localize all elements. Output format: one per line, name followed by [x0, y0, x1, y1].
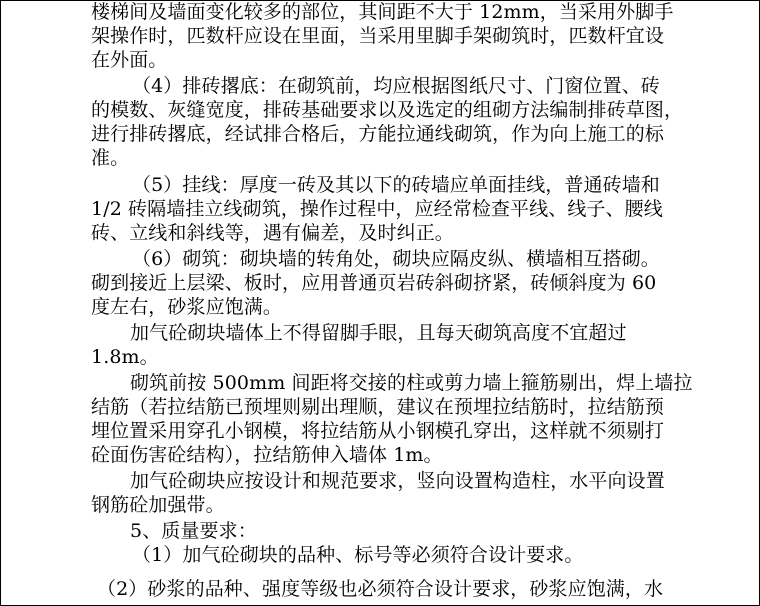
text-line: （1）加气砼砌块的品种、标号等必须符合设计要求。 — [132, 544, 584, 566]
text-line: 埋位置采用穿孔小钢模，将拉结筋从小钢模孔穿出，这样就不须剔打 — [91, 420, 665, 442]
text-line: 砼面伤害砼结构），拉结筋伸入墙体 1m。 — [91, 444, 443, 466]
text-line: 的模数、灰缝宽度，排砖基础要求以及选定的组砌方法编制排砖草图， — [91, 99, 684, 121]
text-line: 砌筑前按 500mm 间距将交接的柱或剪力墙上箍筋剔出，焊上墙拉 — [130, 372, 693, 394]
text-line: 架操作时，匹数杆应设在里面，当采用里脚手架砌筑时，匹数杆宜设 — [91, 25, 665, 47]
text-line: 进行排砖撂底，经试排合格后，方能拉通线砌筑，作为向上施工的标 — [91, 123, 665, 145]
text-line: 1/2 砖隔墙挂立线砌筑，操作过程中，应经常检查平线、线子、腰线 — [91, 198, 663, 220]
text-line: 砌到接近上层梁、板时，应用普通页岩砖斜砌挤紧，砖倾斜度为 60 — [91, 272, 657, 294]
text-line: 度左右，砂浆应饱满。 — [91, 296, 283, 318]
text-line: 楼梯间及墙面变化较多的部位，其间距不大于 12mm，当采用外脚手 — [91, 1, 674, 23]
text-line: （2）砂浆的品种、强度等级也必须符合设计要求，砂浆应饱满，水 — [97, 578, 664, 600]
text-line: （5）挂线：厚度一砖及其以下的砖墙应单面挂线，普通砖墙和 — [132, 174, 660, 196]
text-line: 结筋（若拉结筋已预埋则剔出理顺，建议在预埋拉结筋时，拉结筋预 — [91, 396, 665, 418]
text-line: （4）排砖撂底：在砌筑前，均应根据图纸尺寸、门窗位置、砖 — [132, 75, 660, 97]
text-line: 加气砼砌块应按设计和规范要求，竖向设置构造柱，水平向设置 — [130, 470, 665, 492]
text-line: （6）砌筑：砌块墙的转角处，砌块应隔皮纵、横墙相互搭砌。 — [132, 248, 660, 270]
text-line: 1.8m。 — [91, 346, 159, 368]
text-line: 在外面。 — [91, 49, 168, 71]
text-line: 5、质量要求： — [130, 520, 257, 542]
text-line: 砖、立线和斜线等，遇有偏差，及时纠正。 — [91, 222, 454, 244]
text-line: 钢筋砼加强带。 — [91, 494, 225, 516]
text-line: 加气砼砌块墙体上不得留脚手眼，且每天砌筑高度不宜超过 — [130, 322, 627, 344]
text-line: 准。 — [91, 147, 130, 169]
